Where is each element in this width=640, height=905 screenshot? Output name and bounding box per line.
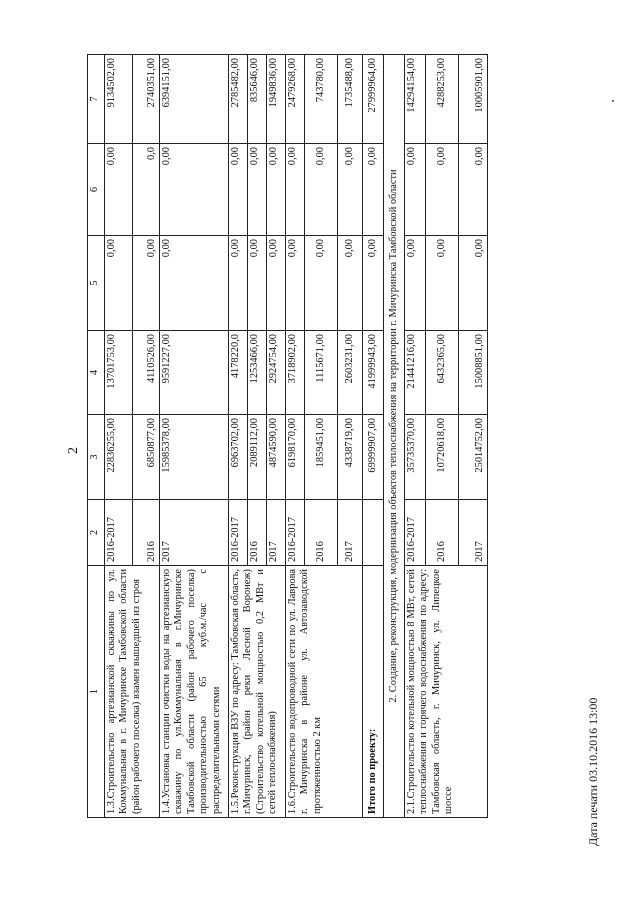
value-cell: 0,00 (459, 144, 488, 236)
value-cell: 1253466,00 (248, 331, 267, 415)
table-row (160, 55, 229, 818)
value-cell: 2089112,00 (248, 415, 267, 500)
value-cell: 2740351,00 (132, 55, 160, 144)
value-cell: 1949836,00 (267, 55, 286, 144)
value-cell: 0,00 (248, 236, 267, 331)
section-header-row (384, 55, 405, 818)
period-cell: 2016-2017 (405, 500, 426, 566)
value-cell: 0,00 (132, 236, 160, 331)
value-cell: 0,00 (426, 236, 459, 331)
value-cell: 0,00 (267, 236, 286, 331)
value-cell: 14294154,00 (405, 55, 426, 144)
scan-speck (612, 100, 614, 102)
header-cell: 7 (88, 55, 105, 144)
value-cell: 0,00 (305, 144, 338, 236)
period-cell: 2016-2017 (229, 500, 248, 566)
value-cell: 0,00 (405, 144, 426, 236)
period-cell: 2016 (132, 500, 160, 566)
value-cell: 4178220,0 (229, 331, 248, 415)
table-row (286, 55, 305, 818)
value-cell: 4874590,00 (267, 415, 286, 500)
value-cell: 0,00 (338, 236, 363, 331)
value-cell: 0,00 (426, 144, 459, 236)
value-cell: 35735370,00 (405, 415, 426, 500)
period-cell: 2017 (338, 500, 363, 566)
value-cell: 0,00 (405, 236, 426, 331)
print-date: Дата печати 03.10.2016 13:00 (586, 697, 600, 846)
value-cell: 6963702,00 (229, 415, 248, 500)
header-cell: 1 (88, 566, 105, 818)
value-cell: 0,00 (459, 236, 488, 331)
value-cell: 0,00 (267, 144, 286, 236)
rotated-table-container (87, 55, 563, 818)
value-cell: 0,00 (160, 144, 229, 236)
header-cell: 2 (88, 500, 105, 566)
period-cell: 2016 (305, 500, 338, 566)
period-cell: 2016 (426, 500, 459, 566)
item-description: 1.3.Строительство артезианской скважины по ул. Коммунальная в г. Мичуринске Тамбовской области (район рабочего поселка) взамен вышедшей из строя (105, 566, 160, 818)
header-row (88, 55, 105, 818)
value-cell: 21441216,00 (405, 331, 426, 415)
value-cell: 0,00 (363, 144, 384, 236)
value-cell: 835646,00 (248, 55, 267, 144)
value-cell: 10720618,00 (426, 415, 459, 500)
value-cell: 3718902,00 (286, 331, 305, 415)
value-cell: 2785482,00 (229, 55, 248, 144)
value-cell: 0,00 (229, 236, 248, 331)
value-cell: 4110526,00 (132, 331, 160, 415)
value-cell: 69999907,00 (363, 415, 384, 500)
value-cell: 1859451,00 (305, 415, 338, 500)
value-cell: 6394151,00 (160, 55, 229, 144)
item-description: 2.1.Строительство котельной мощностью 8 МВт, сетей теплоснабжения и горячего водоснабжения по адресу: Тамбовская область, г. Мичуринск, ул. Липецкое шоссе (405, 566, 488, 818)
header-cell: 3 (88, 415, 105, 500)
section-title: 2. Создание, реконструкция, модернизация объектов теплоснабжения на территории г. Мичуринска Тамбовской области (384, 55, 405, 818)
value-cell: 10005901,00 (459, 55, 488, 144)
value-cell: 6198170,00 (286, 415, 305, 500)
header-cell: 6 (88, 144, 105, 236)
header-cell: 4 (88, 331, 105, 415)
page-number: 2 (66, 447, 81, 454)
table-row (105, 55, 133, 818)
value-cell: 9591227,00 (160, 331, 229, 415)
value-cell: 6850877,00 (132, 415, 160, 500)
item-description: 1.5.Реконструкция ВЗУ по адресу: Тамбовская область, г.Мичуринск, (район реки Лесной Воронеж) (Строительство котельной мощностью 0,2 МВт и сетей теплоснабжения) (229, 566, 286, 818)
value-cell: 743780,00 (305, 55, 338, 144)
value-cell: 2479268,00 (286, 55, 305, 144)
value-cell: 41999943,00 (363, 331, 384, 415)
value-cell: 0,00 (229, 144, 248, 236)
value-cell: 1735488,00 (338, 55, 363, 144)
value-cell: 0,00 (105, 144, 133, 236)
value-cell: 0,0 (132, 144, 160, 236)
total-row (363, 55, 384, 818)
period-cell: 2016 (248, 500, 267, 566)
value-cell: 15008851,00 (459, 331, 488, 415)
value-cell: 25014752,00 (459, 415, 488, 500)
period-cell: 2016-2017 (286, 500, 305, 566)
value-cell: 4288253,00 (426, 55, 459, 144)
item-description: 1.6.Строительство водопроводной сети по ул. Лаврова г. Мичуринска в районе ул. Автозаводской протяженностью 2 км (286, 566, 363, 818)
period-cell: 2016-2017 (105, 500, 133, 566)
item-description: 1.4.Установка станции очистки воды на артезианскую скважину по ул.Коммунальная в г.Мичуринске Тамбовской области (район рабочего поселка) производительностью 65 куб.м./час с распределительными сетями (160, 566, 229, 818)
total-label: Итого по проекту: (363, 566, 384, 818)
value-cell: 9134502,00 (105, 55, 133, 144)
value-cell: 0,00 (338, 144, 363, 236)
value-cell: 27999964,00 (363, 55, 384, 144)
value-cell: 0,00 (105, 236, 133, 331)
value-cell: 0,00 (286, 236, 305, 331)
period-cell (363, 500, 384, 566)
value-cell: 22836255,00 (105, 415, 133, 500)
period-cell: 2017 (160, 500, 229, 566)
financing-table (87, 54, 488, 818)
value-cell: 1115671,00 (305, 331, 338, 415)
value-cell: 0,00 (248, 144, 267, 236)
value-cell: 2924754,00 (267, 331, 286, 415)
value-cell: 15985378,00 (160, 415, 229, 500)
period-cell: 2017 (459, 500, 488, 566)
value-cell: 0,00 (363, 236, 384, 331)
value-cell: 0,00 (286, 144, 305, 236)
period-cell: 2017 (267, 500, 286, 566)
value-cell: 2603231,00 (338, 331, 363, 415)
value-cell: 6432365,00 (426, 331, 459, 415)
header-cell: 5 (88, 236, 105, 331)
value-cell: 0,00 (305, 236, 338, 331)
value-cell: 4338719,00 (338, 415, 363, 500)
table-row (405, 55, 426, 818)
value-cell: 13701753,00 (105, 331, 133, 415)
table-row (229, 55, 248, 818)
value-cell: 0,00 (160, 236, 229, 331)
